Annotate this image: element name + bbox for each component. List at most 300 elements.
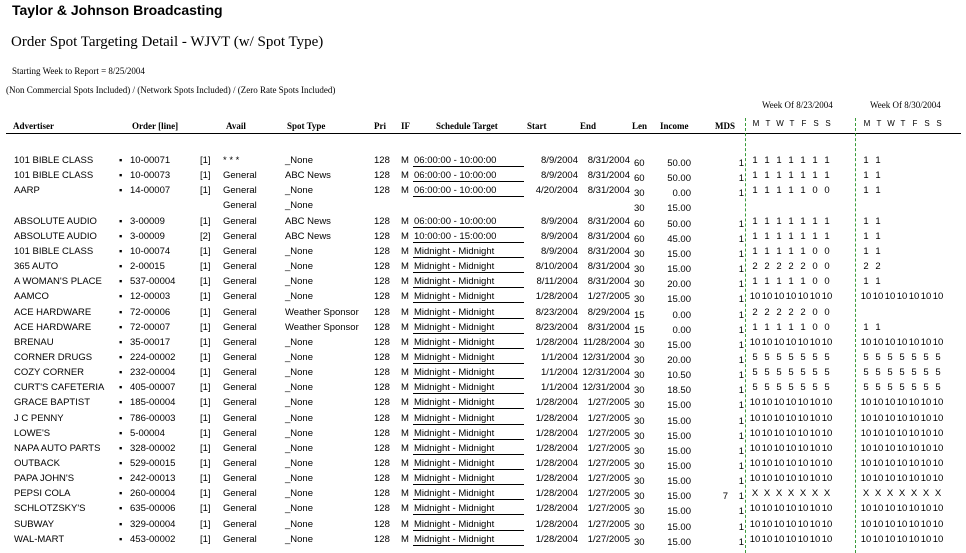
week1-day-cell: X: [751, 488, 759, 499]
week1-day-cell: 10: [761, 413, 773, 424]
schedule-cell: Midnight - Midnight: [413, 291, 524, 303]
schedule-cell: Midnight - Midnight: [413, 428, 524, 440]
week1-day-cell: 10: [797, 443, 809, 454]
pri-cell: 128: [374, 307, 390, 318]
advertiser-cell: ACE HARDWARE: [14, 322, 92, 333]
day-header: M: [752, 119, 760, 128]
week2-day-cell: 10: [860, 458, 872, 469]
order-cell: 453-00002: [130, 534, 176, 545]
week1-day-cell: 10: [821, 534, 833, 545]
avail-cell: General: [223, 458, 257, 469]
week1-day-cell: 10: [773, 291, 785, 302]
if-cell: M: [401, 458, 409, 469]
income-cell: 15.00: [667, 431, 691, 442]
week1-day-cell: 10: [809, 519, 821, 530]
week1-day-cell: 2: [800, 261, 806, 272]
week2-day-cell: 10: [932, 291, 944, 302]
len-cell: 30: [634, 522, 645, 533]
col-advertiser: Advertiser: [13, 121, 54, 131]
spot-type-cell: _None: [285, 261, 313, 272]
week1-day-cell: 0: [824, 246, 830, 257]
week2-day-cell: 10: [860, 519, 872, 530]
week1-day-cell: 10: [761, 291, 773, 302]
week2-day-cell: 5: [911, 382, 917, 393]
week1-day-cell: 10: [773, 443, 785, 454]
avail-cell: General: [223, 261, 257, 272]
week1-day-cell: 10: [773, 428, 785, 439]
avail-cell: General: [223, 231, 257, 242]
mds-count-cell: 1: [738, 325, 744, 336]
week2-day-cell: 10: [896, 503, 908, 514]
week1-day-cell: 10: [749, 397, 761, 408]
advertiser-cell: 101 BIBLE CLASS: [14, 170, 94, 181]
week2-day-cell: 10: [884, 428, 896, 439]
day-header: W: [776, 119, 784, 128]
week2-day-cell: 10: [896, 534, 908, 545]
advertiser-cell: SCHLOTZSKY'S: [14, 503, 86, 514]
len-cell: 30: [634, 249, 645, 260]
week1-day-cell: 10: [809, 473, 821, 484]
avail-cell: General: [223, 352, 257, 363]
week2-day-cell: 5: [875, 352, 881, 363]
week1-day-cell: 1: [764, 231, 770, 242]
week2-day-cell: 10: [920, 519, 932, 530]
income-cell: 15.00: [667, 506, 691, 517]
end-cell: 1/27/2005: [587, 458, 630, 469]
income-cell: 10.50: [667, 370, 691, 381]
week2-day-cell: 5: [911, 352, 917, 363]
advertiser-cell: ABSOLUTE AUDIO: [14, 216, 97, 227]
len-cell: 30: [634, 537, 645, 548]
advertiser-cell: OUTBACK: [14, 458, 60, 469]
week1-day-cell: 1: [788, 170, 794, 181]
col-mds: MDS: [715, 121, 735, 131]
advertiser-cell: CORNER DRUGS: [14, 352, 93, 363]
bullet-icon: ▪: [119, 397, 123, 408]
avail-cell: General: [223, 473, 257, 484]
order-cell: 328-00002: [130, 443, 176, 454]
week2-day-cell: X: [910, 488, 918, 499]
week1-day-cell: 0: [824, 276, 830, 287]
week1-day-cell: 10: [809, 443, 821, 454]
schedule-cell: 06:00:00 - 10:00:00: [413, 216, 524, 228]
week1-day-cell: 10: [809, 503, 821, 514]
mds-count-cell: 1: [738, 173, 744, 184]
week1-day-cell: 5: [752, 382, 758, 393]
pri-cell: 128: [374, 428, 390, 439]
pri-cell: 128: [374, 276, 390, 287]
week1-day-cell: 10: [821, 413, 833, 424]
avail-cell: General: [223, 170, 257, 181]
end-cell: 8/31/2004: [587, 170, 630, 181]
week2-day-cell: 10: [920, 443, 932, 454]
mds-count-cell: 1: [738, 461, 744, 472]
week1-day-cell: 10: [761, 397, 773, 408]
week1-day-cell: X: [799, 488, 807, 499]
week2-day-cell: 10: [908, 519, 920, 530]
len-cell: 30: [634, 370, 645, 381]
start-cell: 4/20/2004: [535, 185, 578, 196]
week2-day-cell: 10: [872, 519, 884, 530]
day-header: S: [924, 119, 930, 128]
advertiser-cell: SUBWAY: [14, 519, 55, 530]
order-cell: 537-00004: [130, 276, 176, 287]
len-cell: 30: [634, 506, 645, 517]
week1-day-cell: 10: [809, 337, 821, 348]
week2-day-cell: 10: [872, 291, 884, 302]
end-cell: 1/27/2005: [587, 534, 630, 545]
spot-type-cell: _None: [285, 413, 313, 424]
income-cell: 45.00: [667, 234, 691, 245]
start-cell: 1/28/2004: [535, 428, 578, 439]
avail-cell: General: [223, 200, 257, 211]
week1-day-cell: 1: [776, 322, 782, 333]
end-cell: 8/31/2004: [587, 276, 630, 287]
week1-day-cell: 10: [821, 291, 833, 302]
week1-day-cell: 1: [764, 170, 770, 181]
spot-type-cell: ABC News: [285, 231, 331, 242]
col-income: Income: [660, 121, 689, 131]
pri-cell: 128: [374, 216, 390, 227]
order-cell: 3-00009: [130, 231, 165, 242]
week1-day-cell: 5: [788, 352, 794, 363]
line-cell: [1]: [200, 155, 211, 166]
week1-day-cell: 10: [773, 458, 785, 469]
day-header: T: [900, 119, 906, 128]
schedule-cell: Midnight - Midnight: [413, 337, 524, 349]
week1-day-cell: 10: [785, 428, 797, 439]
income-cell: 20.00: [667, 355, 691, 366]
week2-day-cell: 1: [863, 246, 869, 257]
advertiser-cell: 101 BIBLE CLASS: [14, 246, 94, 257]
avail-cell: General: [223, 307, 257, 318]
if-cell: M: [401, 413, 409, 424]
mds-count-cell: 1: [738, 294, 744, 305]
week2-day-cell: 10: [896, 397, 908, 408]
week1-day-cell: 10: [821, 458, 833, 469]
week1-day-cell: 10: [797, 397, 809, 408]
mds-count-cell: 1: [738, 370, 744, 381]
week1-day-cell: 0: [812, 307, 818, 318]
week2-day-cell: 10: [932, 534, 944, 545]
week1-day-cell: 10: [761, 337, 773, 348]
start-cell: 8/9/2004: [541, 231, 578, 242]
pri-cell: 128: [374, 367, 390, 378]
if-cell: M: [401, 261, 409, 272]
start-cell: 1/1/2004: [541, 352, 578, 363]
schedule-cell: 10:00:00 - 15:00:00: [413, 231, 524, 243]
len-cell: 30: [634, 431, 645, 442]
start-cell: 1/28/2004: [535, 443, 578, 454]
week1-day-cell: 10: [761, 458, 773, 469]
len-cell: 30: [634, 385, 645, 396]
order-cell: 185-00004: [130, 397, 176, 408]
order-cell: 5-00004: [130, 428, 165, 439]
bullet-icon: ▪: [119, 519, 123, 530]
week1-day-cell: 1: [788, 216, 794, 227]
mds-count-cell: 1: [738, 476, 744, 487]
week1-day-cell: 10: [821, 473, 833, 484]
start-cell: 1/28/2004: [535, 488, 578, 499]
week1-day-cell: 10: [761, 503, 773, 514]
week1-day-cell: 5: [812, 367, 818, 378]
advertiser-cell: AARP: [14, 185, 40, 196]
if-cell: M: [401, 443, 409, 454]
week2-day-cell: 10: [932, 413, 944, 424]
mds-count-cell: 1: [738, 158, 744, 169]
line-cell: [2]: [200, 231, 211, 242]
week2-day-cell: 5: [875, 382, 881, 393]
week-label-2: Week Of 8/30/2004: [870, 100, 941, 110]
day-header: S: [825, 119, 831, 128]
week1-day-cell: 10: [761, 473, 773, 484]
day-header: F: [912, 119, 918, 128]
week1-day-cell: 10: [785, 473, 797, 484]
week1-day-cell: 5: [824, 352, 830, 363]
week1-day-cell: 10: [809, 397, 821, 408]
week1-day-cell: 10: [749, 458, 761, 469]
day-header: S: [813, 119, 819, 128]
avail-cell: General: [223, 397, 257, 408]
line-cell: [1]: [200, 185, 211, 196]
week2-day-cell: 1: [863, 231, 869, 242]
week2-day-cell: 1: [875, 276, 881, 287]
mds-count-cell: 1: [738, 446, 744, 457]
bullet-icon: ▪: [119, 503, 123, 514]
start-cell: 1/1/2004: [541, 367, 578, 378]
week1-day-cell: 10: [773, 473, 785, 484]
income-cell: 15.00: [667, 340, 691, 351]
avail-cell: General: [223, 337, 257, 348]
mds-cell: 7: [722, 491, 728, 502]
income-cell: 0.00: [672, 310, 691, 321]
week1-day-cell: 0: [812, 261, 818, 272]
col-avail: Avail: [226, 121, 246, 131]
week2-day-cell: 10: [896, 337, 908, 348]
pri-cell: 128: [374, 413, 390, 424]
pri-cell: 128: [374, 352, 390, 363]
week1-day-cell: 10: [749, 413, 761, 424]
week1-day-cell: 2: [788, 307, 794, 318]
spot-type-cell: _None: [285, 458, 313, 469]
week1-day-cell: 10: [785, 397, 797, 408]
week2-day-cell: 10: [896, 291, 908, 302]
income-cell: 15.00: [667, 537, 691, 548]
bullet-icon: ▪: [119, 458, 123, 469]
col-pri: Pri: [374, 121, 386, 131]
week1-day-cell: 10: [785, 519, 797, 530]
start-cell: 8/9/2004: [541, 246, 578, 257]
week1-day-cell: 10: [821, 443, 833, 454]
week2-day-cell: X: [874, 488, 882, 499]
advertiser-cell: COZY CORNER: [14, 367, 85, 378]
if-cell: M: [401, 291, 409, 302]
if-cell: M: [401, 216, 409, 227]
week2-day-cell: 10: [860, 503, 872, 514]
week2-day-cell: 5: [875, 367, 881, 378]
if-cell: M: [401, 352, 409, 363]
avail-cell: General: [223, 534, 257, 545]
pri-cell: 128: [374, 261, 390, 272]
week2-day-cell: 10: [884, 291, 896, 302]
week1-day-cell: 10: [797, 473, 809, 484]
week1-day-cell: 1: [788, 231, 794, 242]
order-cell: 260-00004: [130, 488, 176, 499]
mds-count-cell: 1: [738, 234, 744, 245]
income-cell: 20.00: [667, 279, 691, 290]
week2-day-cell: 1: [875, 216, 881, 227]
week1-day-cell: 5: [800, 367, 806, 378]
week1-day-cell: 10: [785, 337, 797, 348]
bullet-icon: ▪: [119, 216, 123, 227]
week2-day-cell: 10: [860, 534, 872, 545]
report-title: Order Spot Targeting Detail - WJVT (w/ Spot Type): [11, 34, 324, 50]
start-cell: 8/9/2004: [541, 216, 578, 227]
week1-day-cell: 10: [797, 337, 809, 348]
week2-day-cell: 10: [884, 443, 896, 454]
spot-type-cell: ABC News: [285, 216, 331, 227]
spot-type-cell: _None: [285, 519, 313, 530]
week2-day-cell: 2: [875, 261, 881, 272]
pri-cell: 128: [374, 322, 390, 333]
spot-type-cell: _None: [285, 397, 313, 408]
week2-day-cell: 1: [875, 231, 881, 242]
week1-day-cell: 10: [797, 534, 809, 545]
income-cell: 15.00: [667, 446, 691, 457]
week2-day-cell: 10: [884, 534, 896, 545]
income-cell: 50.00: [667, 219, 691, 230]
header-rule: [6, 133, 961, 134]
col-order: Order [line]: [132, 121, 179, 131]
week1-day-cell: 10: [773, 337, 785, 348]
week1-day-cell: 10: [809, 534, 821, 545]
schedule-cell: Midnight - Midnight: [413, 458, 524, 470]
pri-cell: 128: [374, 231, 390, 242]
bullet-icon: ▪: [119, 155, 123, 166]
week2-day-cell: 5: [923, 367, 929, 378]
week1-day-cell: 10: [785, 534, 797, 545]
week1-day-cell: 1: [812, 170, 818, 181]
spot-type-cell: Weather Sponsor: [285, 322, 359, 333]
schedule-cell: Midnight - Midnight: [413, 352, 524, 364]
advertiser-cell: WAL-MART: [14, 534, 65, 545]
order-cell: 10-00074: [130, 246, 171, 257]
advertiser-cell: 101 BIBLE CLASS: [14, 155, 94, 166]
income-cell: 15.00: [667, 416, 691, 427]
week1-day-cell: 1: [800, 155, 806, 166]
week1-day-cell: 5: [764, 382, 770, 393]
schedule-cell: Midnight - Midnight: [413, 473, 524, 485]
week1-day-cell: 10: [773, 397, 785, 408]
week1-day-cell: X: [787, 488, 795, 499]
week1-day-cell: 5: [800, 382, 806, 393]
week2-day-cell: 10: [872, 428, 884, 439]
line-cell: [1]: [200, 443, 211, 454]
line-cell: [1]: [200, 382, 211, 393]
week1-day-cell: 1: [824, 216, 830, 227]
week2-day-cell: 10: [920, 291, 932, 302]
pri-cell: 128: [374, 443, 390, 454]
week2-day-cell: 10: [932, 337, 944, 348]
week2-day-cell: X: [886, 488, 894, 499]
income-cell: 0.00: [672, 325, 691, 336]
bullet-icon: ▪: [119, 473, 123, 484]
week1-day-cell: 1: [800, 231, 806, 242]
week2-day-cell: 10: [872, 443, 884, 454]
week1-day-cell: 1: [800, 216, 806, 227]
week2-day-cell: 10: [908, 291, 920, 302]
week1-day-cell: 1: [824, 170, 830, 181]
line-cell: [1]: [200, 473, 211, 484]
line-cell: [1]: [200, 216, 211, 227]
week2-day-cell: 5: [899, 367, 905, 378]
spot-type-cell: _None: [285, 276, 313, 287]
mds-count-cell: 1: [738, 491, 744, 502]
week1-day-cell: 10: [761, 428, 773, 439]
week1-day-cell: 5: [776, 367, 782, 378]
advertiser-cell: LOWE'S: [14, 428, 51, 439]
if-cell: M: [401, 503, 409, 514]
mds-count-cell: 1: [738, 537, 744, 548]
spot-type-cell: _None: [285, 473, 313, 484]
week1-day-cell: 0: [812, 246, 818, 257]
week1-day-cell: 10: [749, 534, 761, 545]
week1-day-cell: 1: [800, 170, 806, 181]
end-cell: 1/27/2005: [587, 473, 630, 484]
start-cell: 8/9/2004: [541, 170, 578, 181]
week2-day-cell: 10: [860, 428, 872, 439]
end-cell: 1/27/2005: [587, 443, 630, 454]
week1-day-cell: X: [811, 488, 819, 499]
mds-count-cell: 1: [738, 310, 744, 321]
avail-cell: General: [223, 413, 257, 424]
schedule-cell: 06:00:00 - 10:00:00: [413, 185, 524, 197]
start-cell: 8/11/2004: [536, 276, 578, 287]
week2-day-cell: 5: [899, 352, 905, 363]
week1-day-cell: 10: [797, 458, 809, 469]
week2-day-cell: 10: [908, 534, 920, 545]
week1-day-cell: 2: [788, 261, 794, 272]
line-cell: [1]: [200, 534, 211, 545]
schedule-cell: Midnight - Midnight: [413, 413, 524, 425]
week2-day-cell: 5: [935, 352, 941, 363]
week2-day-cell: 10: [908, 473, 920, 484]
end-cell: 8/31/2004: [587, 322, 630, 333]
week1-day-cell: 10: [773, 503, 785, 514]
advertiser-cell: CURT'S CAFETERIA: [14, 382, 105, 393]
mds-count-cell: 1: [738, 522, 744, 533]
bullet-icon: ▪: [119, 428, 123, 439]
pri-cell: 128: [374, 473, 390, 484]
len-cell: 15: [634, 325, 645, 336]
week2-day-cell: 10: [908, 413, 920, 424]
end-cell: 12/31/2004: [582, 352, 630, 363]
week1-day-cell: 1: [800, 246, 806, 257]
start-cell: 1/28/2004: [535, 503, 578, 514]
week2-day-cell: 10: [932, 503, 944, 514]
len-cell: 30: [634, 264, 645, 275]
if-cell: M: [401, 488, 409, 499]
spot-type-cell: _None: [285, 488, 313, 499]
bullet-icon: ▪: [119, 367, 123, 378]
line-cell: [1]: [200, 246, 211, 257]
spot-type-cell: Weather Sponsor: [285, 307, 359, 318]
if-cell: M: [401, 276, 409, 287]
start-cell: 1/28/2004: [535, 519, 578, 530]
income-cell: 50.00: [667, 173, 691, 184]
order-cell: 405-00007: [130, 382, 176, 393]
len-cell: 30: [634, 491, 645, 502]
